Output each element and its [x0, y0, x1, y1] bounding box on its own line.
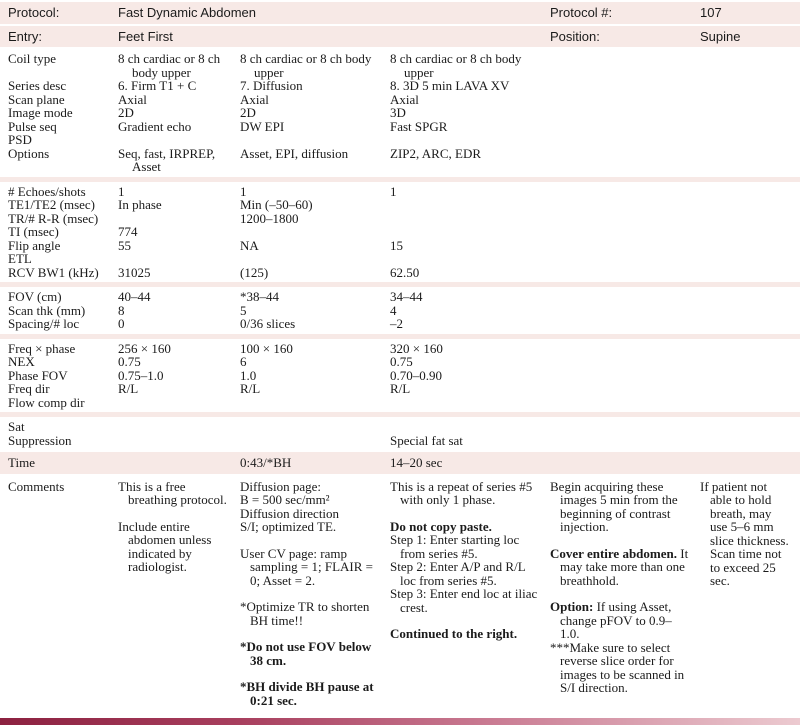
row-value [118, 420, 240, 434]
row-value [118, 133, 240, 147]
header-row-protocol [0, 2, 800, 24]
row-value: 6 [240, 354, 247, 369]
row-value [390, 133, 550, 147]
row-value: 7. Diffusion [240, 78, 303, 93]
row-label: Suppression [8, 432, 72, 448]
comment-paragraph: S/I; optimized TE. [240, 519, 337, 534]
entry-value: Feet First [118, 28, 173, 44]
param-row [0, 420, 800, 434]
row-value: 8 ch cardiac or 8 ch body upper [118, 51, 221, 80]
row-value [700, 369, 800, 383]
param-row [0, 212, 800, 226]
row-value: Seq, fast, IRPREP, Asset [118, 145, 216, 174]
comment-paragraph: Diffusion page: [240, 478, 321, 494]
row-value: 774 [118, 224, 138, 239]
comment-paragraph: Step 1: Enter starting loc from series #5. [390, 532, 520, 561]
header-row-entry [0, 26, 800, 48]
comment-paragraph: Cover entire abdomen. It may take more than one breathhold. [550, 545, 689, 588]
row-label: Flow comp dir [8, 394, 85, 410]
comment-column-1 [118, 480, 240, 708]
time-value: 14–20 sec [390, 455, 443, 470]
comment-paragraph: Diffusion direction [240, 505, 340, 521]
param-row [0, 185, 800, 199]
row-value [550, 198, 700, 212]
row-value [700, 434, 800, 448]
row-value: 1 [240, 183, 247, 199]
row-value [550, 225, 700, 239]
row-value [550, 52, 700, 79]
time-value [550, 456, 700, 470]
parameter-sections [0, 49, 800, 450]
row-value: R/L [390, 381, 411, 396]
row-label: TE1/TE2 (msec) [8, 197, 95, 212]
row-value: ZIP2, ARC, EDR [390, 145, 482, 161]
row-value: 0.75–1.0 [118, 367, 164, 383]
row-value [390, 420, 550, 434]
comment-paragraph: Step 2: Enter A/P and R/L loc from series #5. [390, 559, 526, 588]
row-value: 34–44 [390, 289, 423, 304]
row-label: TI (msec) [8, 224, 59, 239]
row-value [550, 355, 700, 369]
row-value: R/L [118, 381, 139, 396]
page-bottom-gradient-bar [0, 718, 800, 725]
comment-bold-text: Option: [550, 599, 594, 614]
row-value [700, 212, 800, 226]
param-section-2 [0, 182, 800, 283]
row-value: NA [240, 237, 259, 253]
row-value [240, 434, 390, 448]
row-value [700, 382, 800, 396]
comment-paragraph: *Optimize TR to shorten BH time!! [240, 599, 370, 628]
param-row [0, 79, 800, 93]
row-value [550, 252, 700, 266]
row-value: 6. Firm T1 + C [118, 78, 197, 93]
row-label: Freq × phase [8, 340, 76, 356]
row-value: 0 [118, 316, 125, 331]
row-value: Axial [390, 91, 419, 107]
row-value: 5 [240, 302, 247, 318]
row-value: –2 [390, 316, 403, 331]
row-value: 0.70–0.90 [390, 367, 442, 383]
row-value [700, 147, 800, 174]
row-value [118, 252, 240, 266]
row-value [390, 212, 550, 226]
comment-paragraph: B = 500 sec/mm² [240, 492, 330, 507]
row-value: 2D [118, 105, 134, 120]
comment-paragraph: ***Make sure to select reverse slice order for images to be scanned in S/I direction. [550, 639, 685, 695]
comment-paragraph: If patient not able to hold breath, may use 5–6 mm slice thickness. Scan time not to exceed 25 sec. [700, 478, 789, 588]
param-row [0, 198, 800, 212]
comment-column-5 [700, 480, 800, 708]
row-value [550, 396, 700, 410]
param-row [0, 93, 800, 107]
comment-paragraph: Begin acquiring these images 5 min from the beginning of contrast injection. [550, 478, 678, 534]
row-value: 1 [118, 183, 125, 199]
row-value [700, 120, 800, 134]
row-value: *38–44 [240, 289, 279, 304]
row-value [550, 369, 700, 383]
comment-column-3 [390, 480, 550, 708]
row-value [550, 79, 700, 93]
row-value: (125) [240, 264, 269, 280]
row-value [700, 420, 800, 434]
row-value: 15 [390, 237, 403, 253]
row-value [118, 212, 240, 226]
row-label: RCV BW1 (kHz) [8, 264, 99, 280]
row-value: 8 ch cardiac or 8 ch body upper [390, 51, 522, 80]
row-value [550, 120, 700, 134]
comment-paragraph: Include entire abdomen unless indicated by radiologist. [118, 518, 212, 574]
row-value [700, 317, 800, 331]
row-value [700, 396, 800, 410]
row-value [700, 342, 800, 356]
position-value: Supine [700, 28, 741, 44]
entry-label: Entry: [8, 28, 42, 44]
row-label: Spacing/# loc [8, 316, 80, 331]
time-value [118, 456, 240, 470]
param-row [0, 147, 800, 174]
row-value: Asset, EPI, diffusion [240, 145, 349, 161]
param-row [0, 225, 800, 239]
row-value [700, 304, 800, 318]
row-value [550, 434, 700, 448]
row-value [550, 93, 700, 107]
row-label: Phase FOV [8, 367, 68, 383]
param-row [0, 317, 800, 331]
row-value [550, 290, 700, 304]
row-label: Scan thk (mm) [8, 302, 86, 318]
param-section-3 [0, 287, 800, 334]
comment-column-2 [240, 480, 390, 708]
row-value [118, 396, 240, 410]
row-value [700, 266, 800, 280]
row-value [550, 185, 700, 199]
protocol-value: Fast Dynamic Abdomen [118, 5, 257, 20]
row-value [550, 382, 700, 396]
row-value: Fast SPGR [390, 118, 448, 134]
row-value: DW EPI [240, 118, 285, 134]
time-row [0, 452, 800, 474]
row-value: 31025 [118, 264, 151, 280]
row-value [700, 239, 800, 253]
param-row [0, 120, 800, 134]
row-value [240, 225, 390, 239]
row-label: ETL [8, 251, 32, 266]
param-row [0, 252, 800, 266]
row-value: 0/36 slices [240, 316, 296, 331]
param-row [0, 396, 800, 410]
param-row [0, 382, 800, 396]
row-value [390, 198, 550, 212]
comment-paragraph: This is a repeat of series #5 with only 1 phase. [390, 478, 533, 507]
row-value [700, 93, 800, 107]
protocol-header [0, 0, 800, 47]
param-section-1 [0, 49, 800, 177]
comment-paragraph: Continued to the right. [390, 626, 518, 641]
row-value [390, 252, 550, 266]
param-row [0, 106, 800, 120]
row-label: Flip angle [8, 237, 61, 253]
row-value: Axial [118, 91, 147, 107]
param-row [0, 304, 800, 318]
row-value [240, 420, 390, 434]
protocol-label: Protocol: [8, 5, 60, 20]
param-section-5 [0, 417, 800, 450]
row-value [550, 212, 700, 226]
row-value: Min (–50–60) [240, 197, 313, 212]
row-value [390, 396, 550, 410]
comment-paragraph: User CV page: ramp sampling = 1; FLAIR = 0; Asset = 2. [240, 545, 373, 588]
row-value [118, 434, 240, 448]
row-value [550, 147, 700, 174]
row-label: Scan plane [8, 91, 65, 107]
row-value [700, 106, 800, 120]
row-value [550, 317, 700, 331]
row-value: In phase [118, 197, 162, 212]
time-value: 0:43/*BH [240, 455, 292, 470]
comment-paragraph: Do not copy paste. [390, 518, 492, 534]
row-label: NEX [8, 354, 35, 369]
row-value [700, 290, 800, 304]
param-row [0, 52, 800, 79]
row-label: Image mode [8, 105, 73, 120]
comments-section [0, 474, 800, 708]
row-label: Series desc [8, 78, 67, 93]
position-label: Position: [550, 28, 600, 44]
row-value: R/L [240, 381, 261, 396]
row-value: 0.75 [390, 354, 413, 369]
time-label: Time [8, 455, 35, 470]
param-row [0, 239, 800, 253]
row-value: 320 × 160 [390, 340, 443, 356]
row-value: 1 [390, 183, 397, 199]
row-label: Options [8, 145, 50, 161]
row-value [550, 239, 700, 253]
protocol-number-value: 107 [700, 5, 722, 20]
row-value [700, 52, 800, 79]
param-row [0, 290, 800, 304]
param-row [0, 266, 800, 280]
row-value [240, 133, 390, 147]
row-value: 2D [240, 105, 256, 120]
row-value: 8 [118, 302, 125, 318]
row-value [550, 420, 700, 434]
row-value [700, 198, 800, 212]
row-value [390, 225, 550, 239]
row-value: 8. 3D 5 min LAVA XV [390, 78, 510, 93]
row-value [700, 252, 800, 266]
param-row [0, 355, 800, 369]
row-value [700, 185, 800, 199]
comment-bold-text: Cover entire abdomen. [550, 545, 677, 561]
row-label: Pulse seq [8, 118, 57, 134]
row-label: PSD [8, 132, 32, 147]
row-value [240, 252, 390, 266]
comments-label: Comments [8, 478, 65, 494]
row-value: 100 × 160 [240, 340, 293, 356]
comment-paragraph: Step 3: Enter end loc at iliac crest. [390, 586, 538, 615]
param-section-4 [0, 339, 800, 413]
row-value [240, 396, 390, 410]
row-value [700, 225, 800, 239]
row-value: Axial [240, 91, 269, 107]
row-value: Gradient echo [118, 118, 192, 134]
row-label: Sat [8, 419, 25, 434]
row-value [550, 133, 700, 147]
time-value [700, 456, 800, 470]
row-label: FOV (cm) [8, 289, 62, 304]
row-label: TR/# R-R (msec) [8, 210, 99, 226]
row-value: 1200–1800 [240, 210, 299, 226]
row-value: 40–44 [118, 289, 151, 304]
param-row [0, 342, 800, 356]
row-value [550, 266, 700, 280]
row-value [550, 106, 700, 120]
row-value: 3D [390, 105, 406, 120]
comment-paragraph: This is a free breathing protocol. [118, 478, 227, 507]
param-row [0, 133, 800, 147]
comment-paragraph: *BH divide BH pause at 0:21 sec. [240, 679, 374, 708]
row-value: 256 × 160 [118, 340, 171, 356]
row-label: Coil type [8, 51, 57, 66]
row-value: 1.0 [240, 367, 257, 383]
row-value [700, 79, 800, 93]
row-value: 62.50 [390, 264, 420, 280]
row-value: Special fat sat [390, 432, 463, 448]
comment-paragraph: *Do not use FOV below 38 cm. [240, 639, 372, 668]
row-label: # Echoes/shots [8, 183, 86, 199]
row-label: Freq dir [8, 381, 50, 396]
comment-paragraph: Option: If using Asset, change pFOV to 0.9–1.0. [550, 599, 672, 641]
row-value [550, 304, 700, 318]
row-value [700, 133, 800, 147]
row-value: 55 [118, 237, 131, 253]
protocol-number-label: Protocol #: [550, 5, 613, 20]
row-value: 0.75 [118, 354, 141, 369]
row-value [550, 342, 700, 356]
row-value: 8 ch cardiac or 8 ch body upper [240, 51, 372, 80]
comment-column-4 [550, 480, 700, 708]
row-value [700, 355, 800, 369]
row-value: 4 [390, 302, 397, 318]
param-row [0, 434, 800, 448]
param-row [0, 369, 800, 383]
